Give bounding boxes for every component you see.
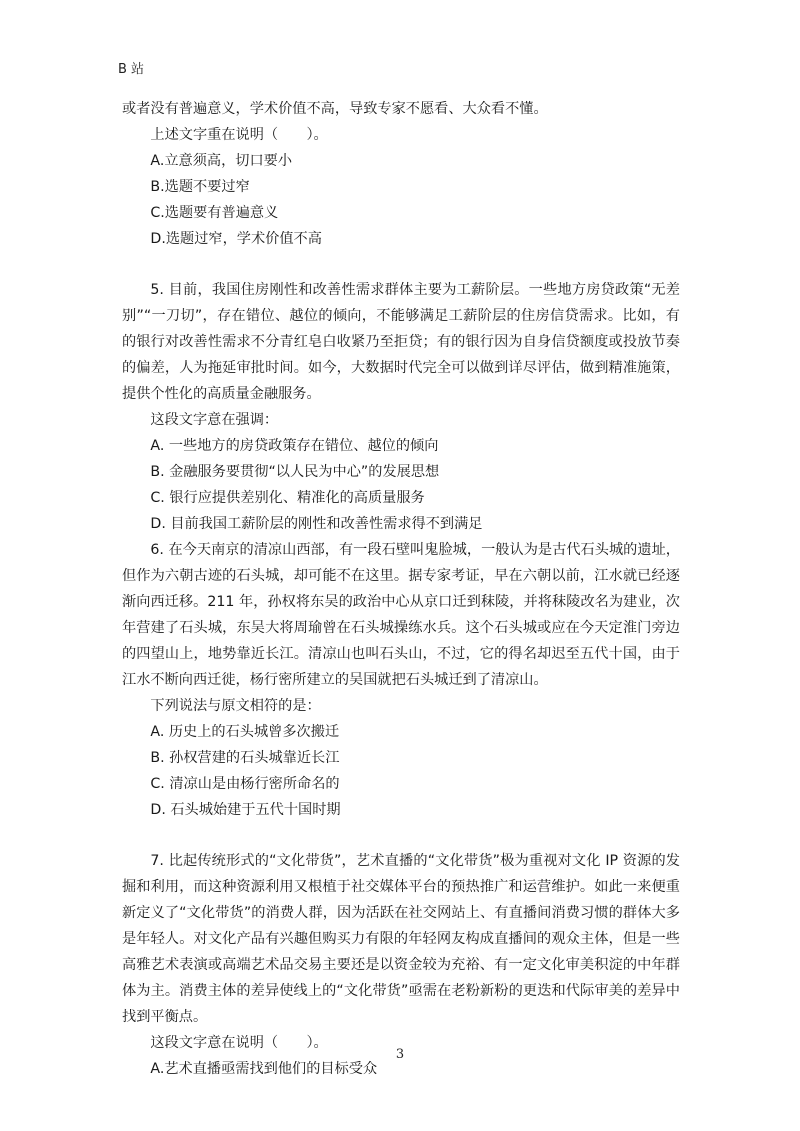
- question-5-option-c: C. 银行应提供差别化、精准化的高质量服务: [150, 490, 425, 506]
- intro-option-b: B.选题不要过窄: [150, 179, 250, 195]
- question-5-option-a: A. 一些地方的房贷政策存在错位、越位的倾向: [150, 438, 439, 454]
- question-6-option-b: B. 孙权营建的石头城靠近长江: [150, 750, 340, 766]
- question-6-option-a: A. 历史上的石头城曾多次搬迁: [150, 724, 340, 740]
- intro-prompt: 上述文字重在说明（ ）。: [150, 127, 328, 143]
- question-7-prompt: 这段文字意在说明（ ）。: [150, 1035, 328, 1051]
- question-6-prompt: 下列说法与原文相符的是：: [150, 698, 321, 714]
- page-header-label: B 站: [118, 62, 145, 77]
- question-5-option-b: B. 金融服务要贯彻“以人民为中心”的发展思想: [150, 464, 440, 480]
- intro-option-c: C.选题要有普遍意义: [150, 205, 279, 221]
- question-6-text: 6. 在今天南京的清凉山西部，有一段石壁叫鬼脸城，一般认为是古代石头城的遗址，但作为六朝古迹的石头城，却可能不在这里。据专家考证，早在六朝以前，江水就已经逐渐向西迁移。211 年，孙权将东吴的政治中心从京口迁到秣陵，并将秣陵改名为建业，次年营建了石头城，东吴大将周瑜曾在石头城操练水兵。这个石头城或应在今天定淮门旁边的四望山上，地势靠近长江。清凉山也叫石头山，不过，它的得名却迟至五代十国，由于江水不断向西迁徙，杨行密所建立的吴国就把石头城迁到了清凉山。: [122, 542, 680, 688]
- intro-paragraph-tail: 或者没有普遍意义，学术价值不高，导致专家不愿看、大众看不懂。: [122, 101, 548, 117]
- page-content: [122, 96, 680, 1082]
- question-5-text: 5. 目前，我国住房刚性和改善性需求群体主要为工薪阶层。一些地方房贷政策“无差别”“一刀切”，存在错位、越位的倾向，不能够满足工薪阶层的住房信贷需求。比如，有的银行对改善性需求不分青红皂白收紧乃至拒贷；有的银行因为自身信贷额度或投放节奏的偏差，人为拖延审批时间。如今，大数据时代完全可以做到详尽评估，做到精准施策，提供个性化的高质量金融服务。: [122, 282, 680, 402]
- question-5-option-d: D. 目前我国工薪阶层的刚性和改善性需求得不到满足: [150, 516, 483, 532]
- intro-option-a: A.立意须高，切口要小: [150, 153, 293, 169]
- question-5-prompt: 这段文字意在强调：: [150, 412, 279, 428]
- question-6-option-c: C. 清凉山是由杨行密所命名的: [150, 776, 340, 792]
- page-number: 3: [395, 1047, 405, 1062]
- spacer: [122, 823, 680, 848]
- question-7-text: 7. 比起传统形式的“文化带货”，艺术直播的“文化带货”极为重视对文化 IP 资源的发掘和利用，而这种资源利用又根植于社交媒体平台的预热推广和运营维护。如此一来便重新定义了“文化带货”的消费人群，因为活跃在社交网站上、有直播间消费习惯的群体大多是年轻人。对文化产品有兴趣但购买力有限的年轻网友构成直播间的观众主体，但是一些高雅艺术表演或高端艺术品交易主要还是以资金较为充裕、有一定文化审美积淀的中年群体为主。消费主体的差异使线上的“文化带货”亟需在老粉新粉的更迭和代际审美的差异中找到平衡点。: [122, 853, 680, 1025]
- question-7-option-a: A.艺术直播亟需找到他们的目标受众: [150, 1061, 378, 1077]
- spacer: [122, 252, 680, 277]
- intro-option-d: D.选题过窄，学术价值不高: [150, 231, 322, 247]
- question-6-option-d: D. 石头城始建于五代十国时期: [150, 802, 341, 818]
